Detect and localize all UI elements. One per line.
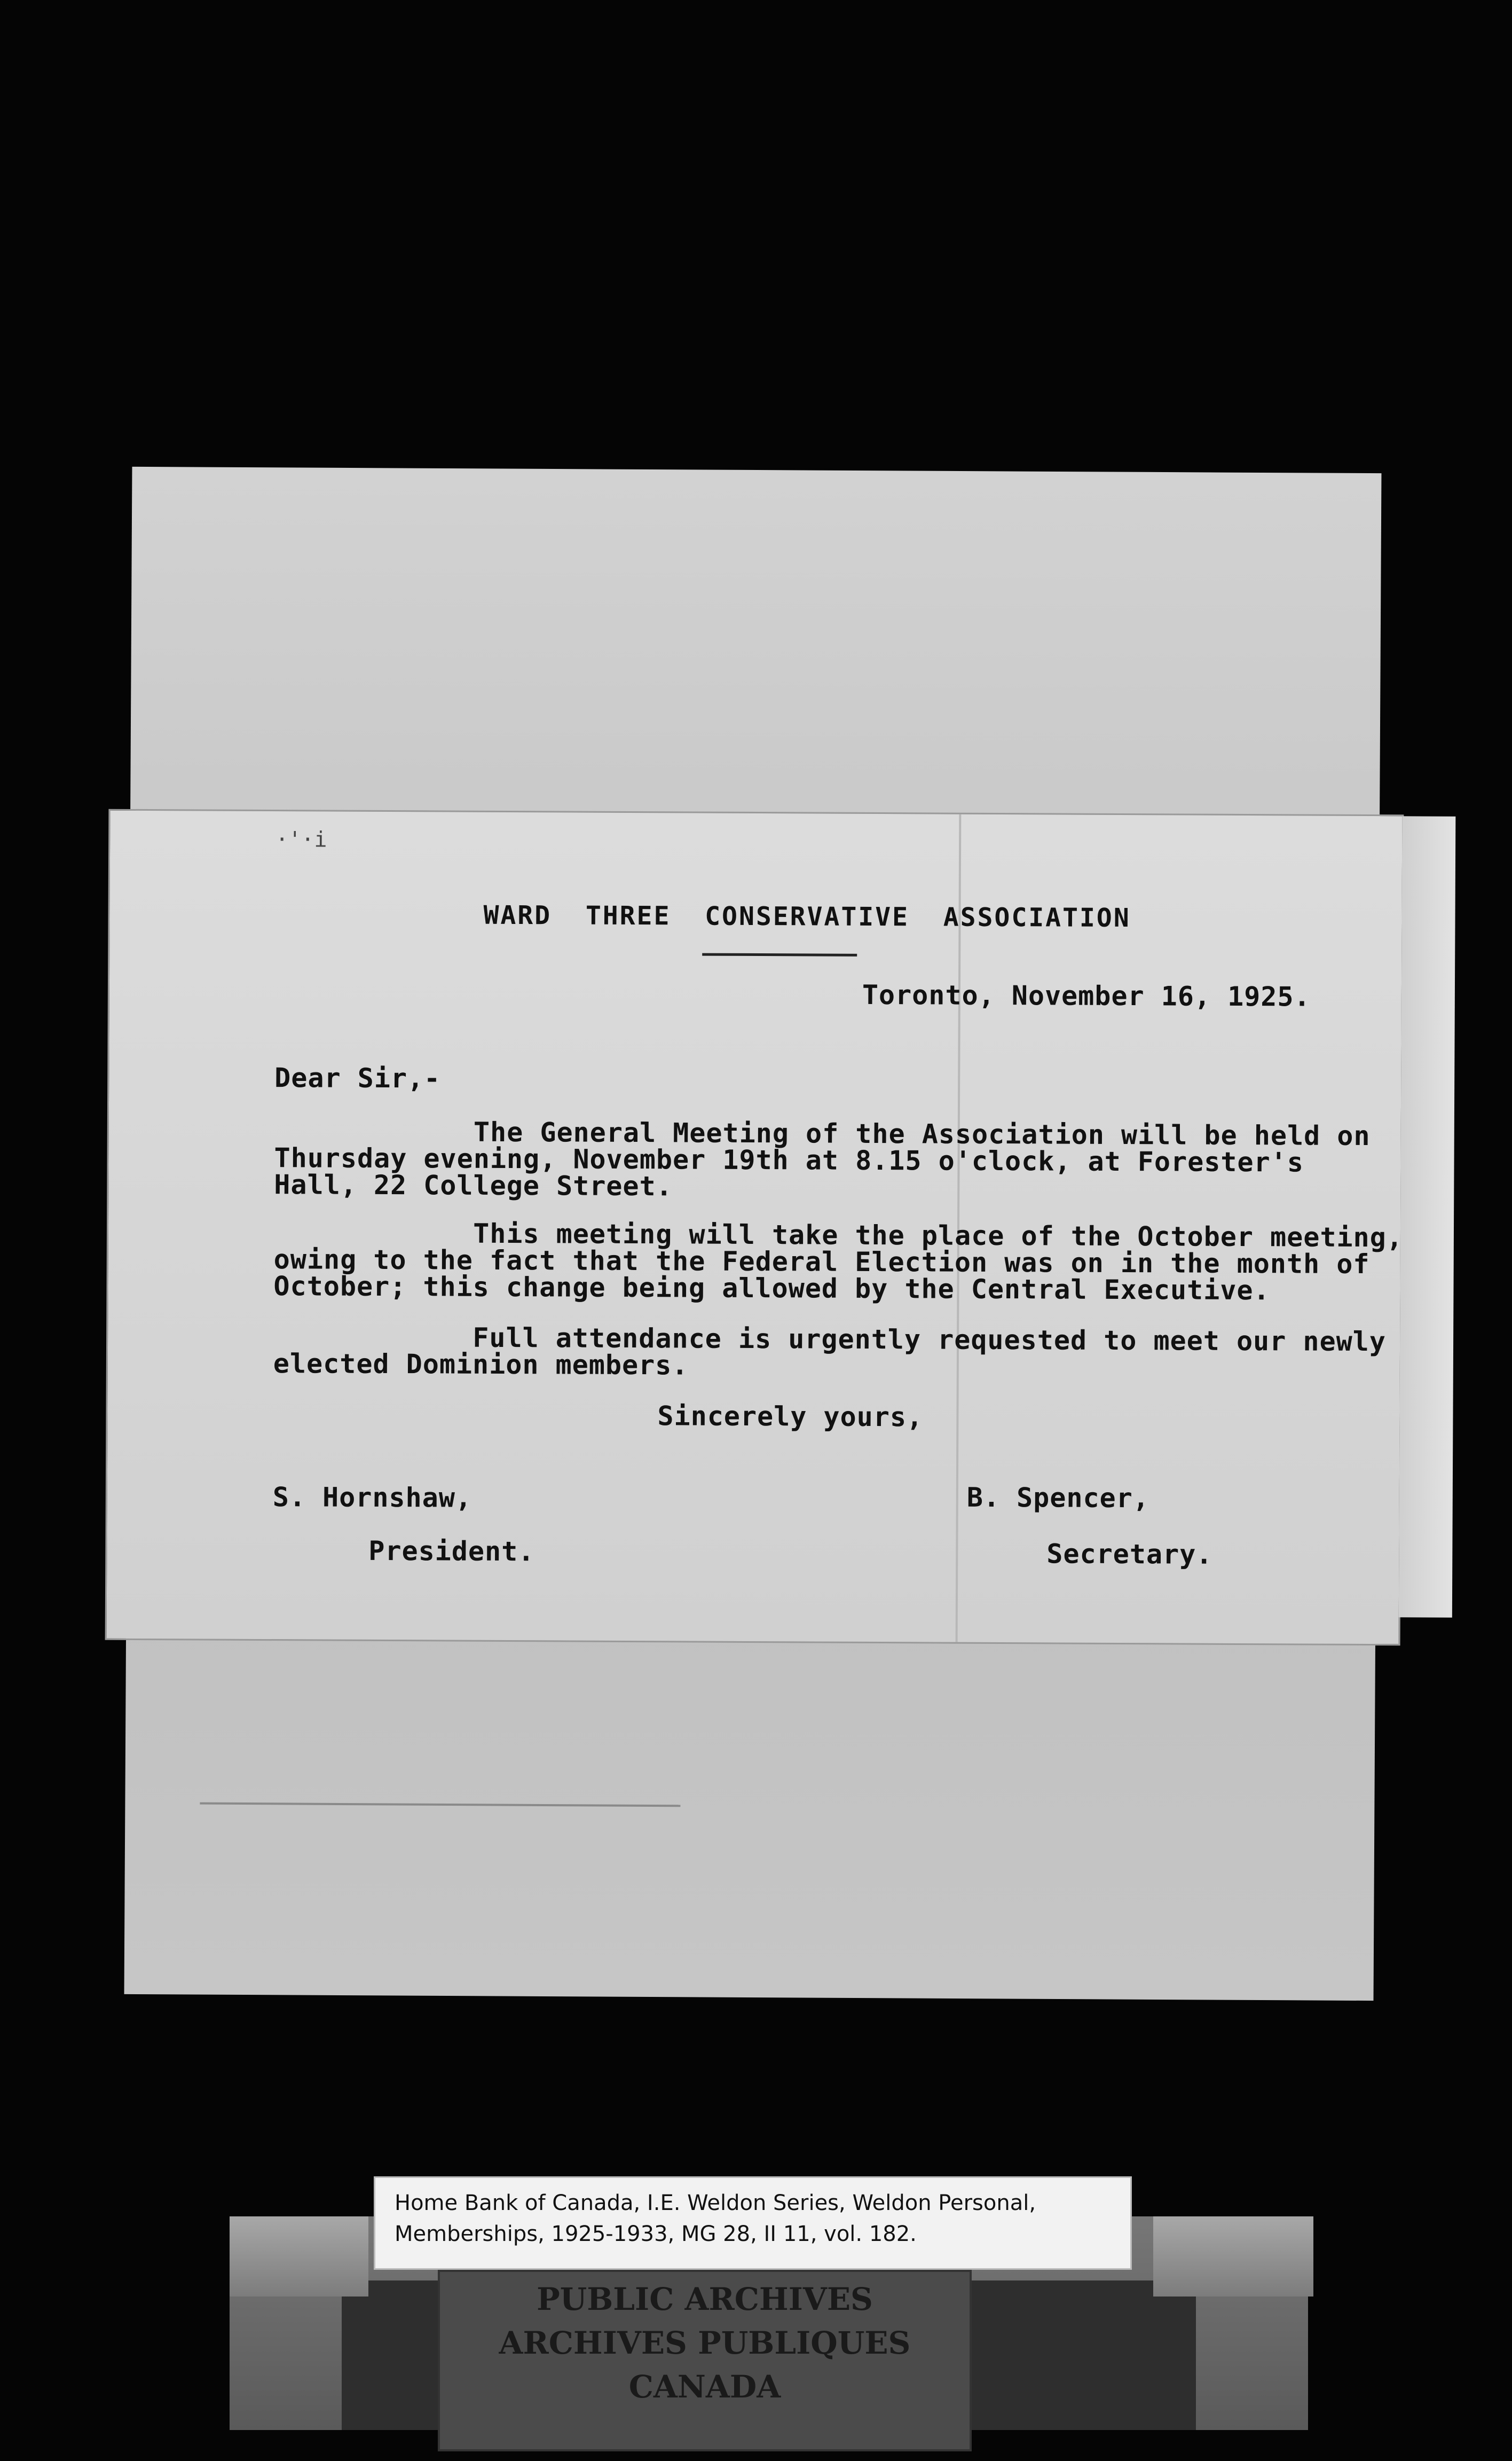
signatory-1-name: S. Hornshaw,: [272, 1482, 472, 1514]
signatory-1-title: President.: [368, 1535, 535, 1567]
paper-curl: [1399, 816, 1456, 1617]
paragraph-2-line-3: October; this change being allowed by the Central Executive.: [273, 1271, 1270, 1306]
letter-heading: WARD THREE CONSERVATIVE ASSOCIATION: [483, 900, 1131, 934]
paragraph-3-line-1: Full attendance is urgently requested to meet our newly: [273, 1321, 1387, 1358]
paragraph-2-line-2: owing to the fact that the Federal Election was on in the month of: [273, 1244, 1370, 1280]
paragraph-2-line-1: This meeting will take the place of the October meeting,: [273, 1217, 1404, 1253]
salutation: Dear Sir,-: [274, 1062, 441, 1094]
signatory-2-title: Secretary.: [1046, 1538, 1213, 1570]
closing: Sincerely yours,: [657, 1400, 924, 1433]
stamp-line-2: ARCHIVES PUBLIQUES: [499, 2325, 911, 2361]
paragraph-1-line-3: Hall, 22 College Street.: [274, 1169, 673, 1202]
heading-underline: [702, 953, 857, 957]
paragraph-3-line-2: elected Dominion members.: [273, 1348, 689, 1381]
paragraph-1-line-1: The General Meeting of the Association will be held on: [274, 1116, 1371, 1152]
back-sheet-rule: [200, 1802, 680, 1807]
letter-date: Toronto, November 16, 1925.: [862, 979, 1311, 1013]
archive-label-line-2: Memberships, 1925-1933, MG 28, II 11, vol. 182.: [395, 2222, 917, 2246]
tray-clip-right: [1153, 2216, 1313, 2297]
archives-stamp: [438, 2270, 972, 2451]
letter-sheet: [105, 809, 1404, 1646]
tray-clip-left: [230, 2216, 368, 2297]
archive-label-line-1: Home Bank of Canada, I.E. Weldon Series, Weldon Personal,: [395, 2191, 1036, 2215]
archive-label: [374, 2176, 1132, 2270]
paragraph-1-line-2: Thursday evening, November 19th at 8.15 o'clock, at Forester's: [274, 1142, 1304, 1178]
stray-marks: ·'·i: [275, 827, 327, 852]
stamp-line-1: PUBLIC ARCHIVES: [537, 2281, 873, 2317]
stamp-line-3: CANADA: [628, 2369, 781, 2405]
signatory-2-name: B. Spencer,: [966, 1482, 1150, 1514]
